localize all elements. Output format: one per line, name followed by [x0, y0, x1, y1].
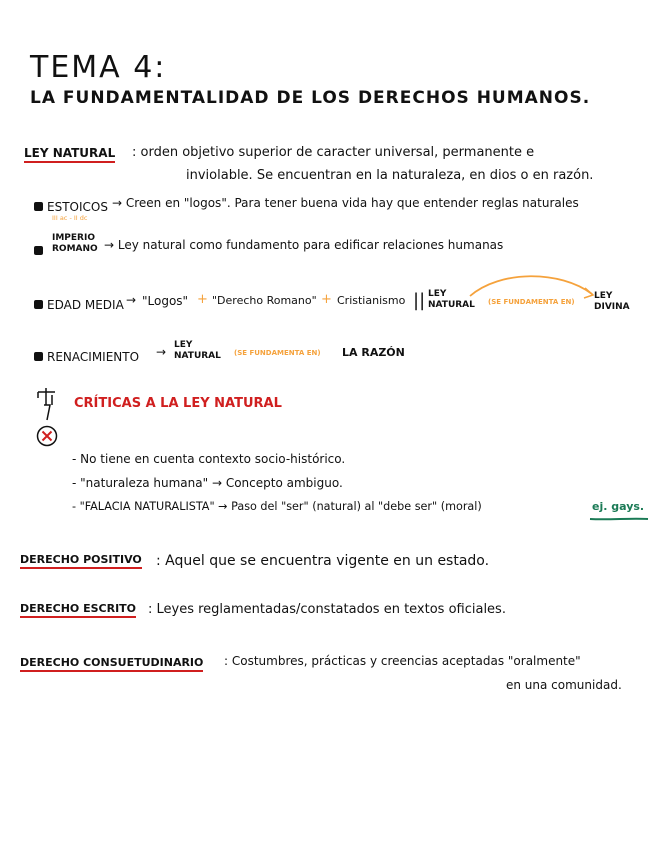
imperio-label-2: ROMANO [52, 244, 98, 254]
derecho-consuetudinario-def-line2: en una comunidad. [506, 678, 622, 692]
term-derecho-escrito: DERECHO ESCRITO [20, 602, 136, 618]
critica-item-1: - No tiene en cuenta contexto socio-histórico. [72, 452, 346, 466]
derecho-consuetudinario-def-line1: : Costumbres, prácticas y creencias aceptadas "oralmente" [224, 654, 581, 668]
estoicos-text: → Creen en "logos". Para tener buena vida hay que entender reglas naturales [112, 196, 579, 210]
edad-media-ley-natural-1: LEY [428, 289, 447, 299]
term-derecho-consuetudinario: DERECHO CONSUETUDINARIO [20, 656, 203, 672]
edad-media-separator: || [413, 290, 426, 311]
edad-media-derecho-romano: "Derecho Romano" [212, 294, 317, 307]
edad-media-label: EDAD MEDIA [47, 298, 124, 312]
estoicos-label: ESTOICOS [47, 200, 108, 214]
bullet-renacimiento [34, 346, 139, 365]
edad-media-logos: "Logos" [142, 294, 189, 308]
edad-media-se-fundamenta: (SE FUNDAMENTA EN) [488, 298, 575, 306]
renacimiento-arrow: → [156, 345, 167, 359]
bullet-square-icon [34, 246, 43, 255]
edad-media-arrow: → [126, 293, 137, 307]
bullet-square-icon [34, 202, 43, 211]
edad-media-ley-divina-2: DIVINA [594, 302, 630, 312]
bullet-estoicos [34, 196, 108, 215]
orange-arc-edad-media [470, 276, 592, 296]
derecho-positivo-def: : Aquel que se encuentra vigente en un estado. [156, 553, 490, 569]
criticas-stamp-icon [38, 388, 57, 446]
renacimiento-ley-natural-1: LEY [174, 340, 193, 350]
term-derecho-positivo: DERECHO POSITIVO [20, 553, 142, 569]
bullet-square-icon [34, 352, 43, 361]
edad-media-ley-natural-2: NATURAL [428, 300, 475, 310]
imperio-text: → Ley natural como fundamento para edificar relaciones humanas [104, 238, 504, 252]
criticas-heading: CRÍTICAS A LA LEY NATURAL [74, 396, 282, 411]
edad-media-plus-2: + [321, 292, 332, 307]
term-ley-natural: LEY NATURAL [24, 146, 115, 163]
critica-example: ej. gays. [592, 500, 645, 513]
ley-natural-def-line2: inviolable. Se encuentran en la naturaleza, en dios o en razón. [186, 168, 594, 183]
renacimiento-ley-natural-2: NATURAL [174, 351, 221, 361]
page-title: TEMA 4: [30, 50, 167, 85]
renacimiento-se-fundamenta: (SE FUNDAMENTA EN) [234, 349, 321, 357]
edad-media-plus-1: + [197, 292, 208, 307]
green-underline [590, 519, 648, 520]
bullet-square-icon [34, 300, 43, 309]
bullet-imperio [34, 240, 47, 259]
derecho-escrito-def: : Leyes reglamentadas/constatados en textos oficiales. [148, 602, 506, 617]
estoicos-dates: III ac - II dc [52, 214, 88, 222]
renacimiento-label: RENACIMIENTO [47, 350, 140, 364]
ley-natural-def-line1: : orden objetivo superior de caracter universal, permanente e [132, 145, 535, 160]
critica-item-2: - "naturaleza humana" → Concepto ambiguo. [72, 476, 343, 490]
edad-media-ley-divina-1: LEY [594, 291, 613, 301]
edad-media-cristianismo: Cristianismo [337, 294, 406, 307]
imperio-label-1: IMPERIO [52, 233, 95, 243]
bullet-edad-media [34, 294, 124, 313]
renacimiento-razon: LA RAZÓN [342, 346, 405, 359]
critica-item-3: - "FALACIA NATURALISTA" → Paso del "ser" (natural) al "debe ser" (moral) [72, 500, 482, 513]
orange-arrowhead-edad-media [584, 288, 593, 298]
page-subtitle: LA FUNDAMENTALIDAD DE LOS DERECHOS HUMANOS. [30, 88, 591, 108]
